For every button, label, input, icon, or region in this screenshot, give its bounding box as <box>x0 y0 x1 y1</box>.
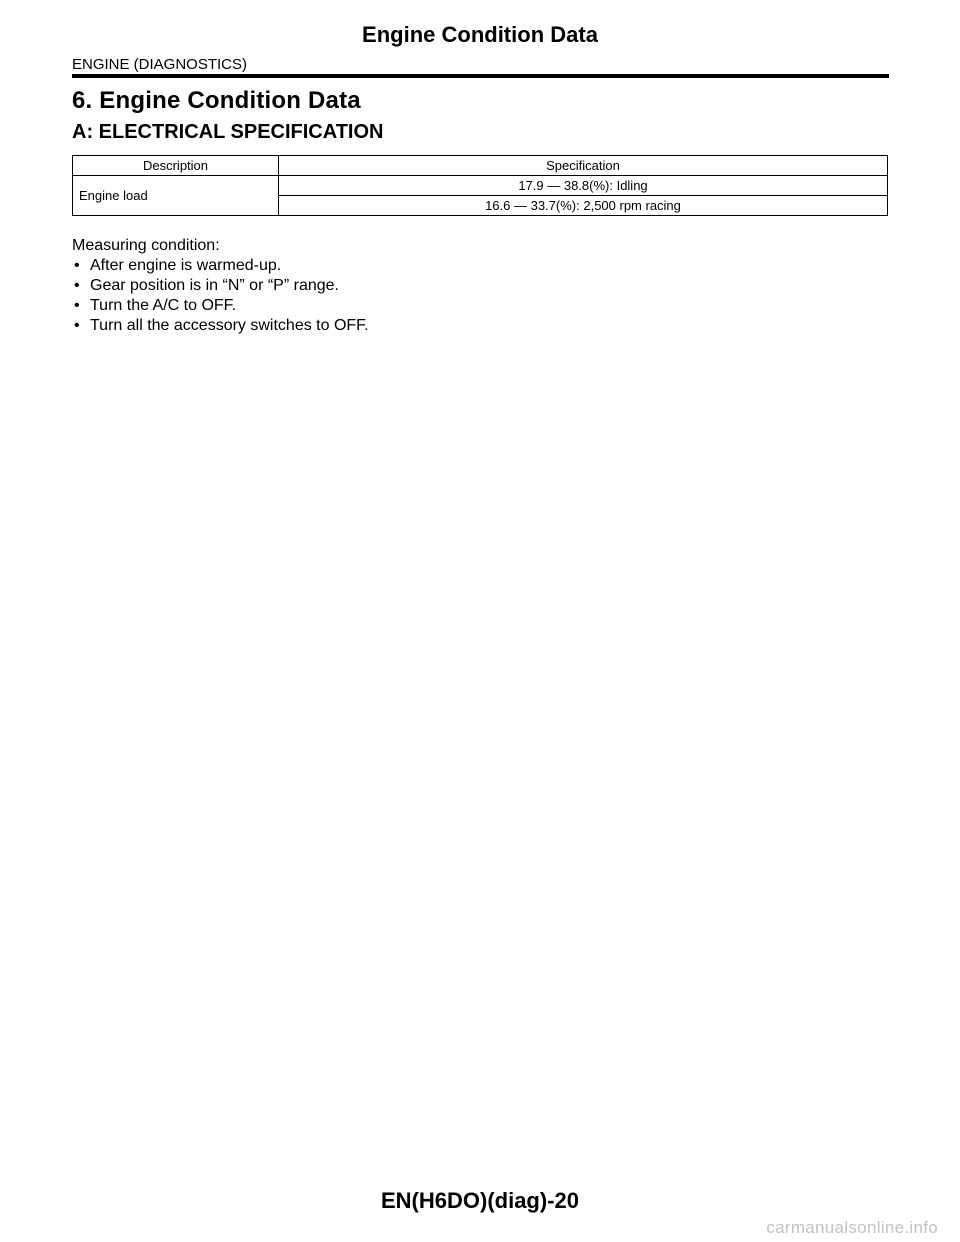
bullet-icon: • <box>74 277 80 294</box>
spec-table <box>72 155 888 216</box>
section-label: ENGINE (DIAGNOSTICS) <box>72 56 248 73</box>
list-item <box>72 296 369 316</box>
list-item-text: Gear position is in “N” or “P” range. <box>90 277 339 294</box>
section-heading: 6. Engine Condition Data <box>72 87 361 114</box>
list-item-text: Turn all the accessory switches to OFF. <box>90 317 369 334</box>
page-title: Engine Condition Data <box>362 22 598 47</box>
list-item <box>72 256 369 276</box>
watermark: carmanualsonline.info <box>766 1218 938 1237</box>
specification-cell: 17.9 — 38.8(%): Idling <box>279 176 888 196</box>
conditions-list <box>72 256 369 336</box>
bullet-icon: • <box>74 317 80 334</box>
bullet-icon: • <box>74 297 80 314</box>
conditions-label: Measuring condition: <box>72 237 220 254</box>
subsection-heading: A: ELECTRICAL SPECIFICATION <box>72 121 384 143</box>
column-header-description: Description <box>73 156 279 176</box>
page-number: EN(H6DO)(diag)-20 <box>380 1188 579 1213</box>
bullet-icon: • <box>74 257 80 274</box>
column-header-specification: Specification <box>279 156 888 176</box>
list-item <box>72 316 369 336</box>
list-item <box>72 276 369 296</box>
description-cell: Engine load <box>73 176 279 216</box>
measuring-conditions <box>72 236 369 336</box>
header-rule <box>72 74 889 78</box>
specification-cell: 16.6 — 33.7(%): 2,500 rpm racing <box>279 196 888 216</box>
table-row <box>73 176 888 196</box>
list-item-text: Turn the A/C to OFF. <box>90 297 237 314</box>
list-item-text: After engine is warmed-up. <box>90 257 282 274</box>
table-header-row <box>73 156 888 176</box>
